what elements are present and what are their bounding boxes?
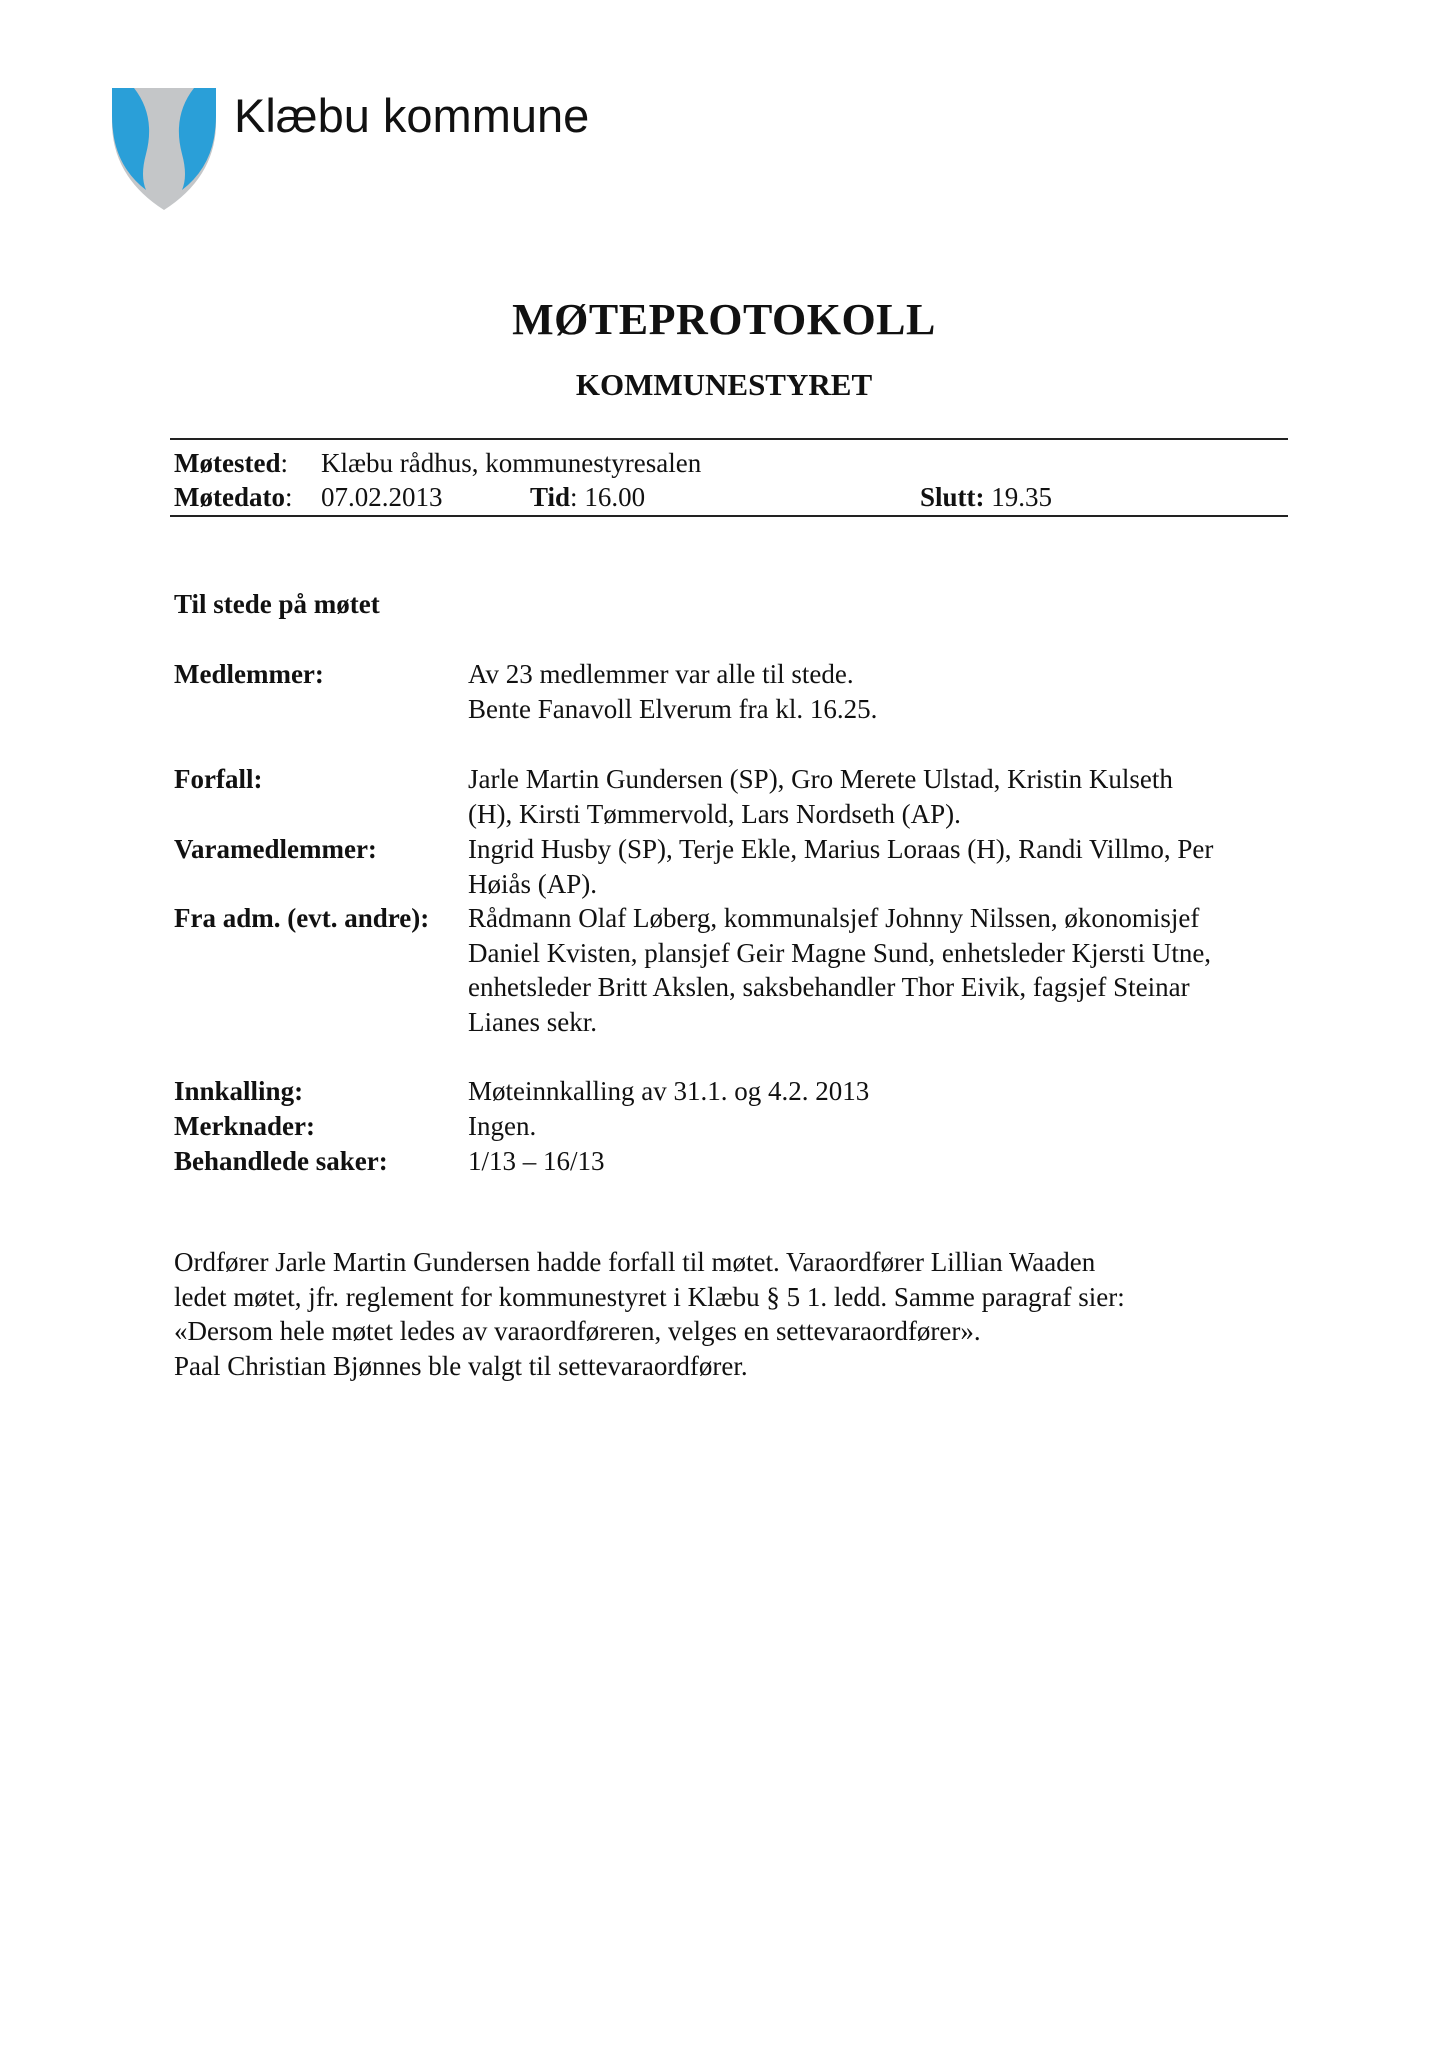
meeting-time-label: Tid — [530, 482, 571, 512]
meeting-place-label: Møtested — [174, 448, 281, 478]
substitutes-value — [468, 832, 1294, 901]
admin-label: Fra adm. (evt. andre): — [174, 903, 430, 933]
substitutes-line: Høiås (AP). — [468, 868, 597, 899]
cases-value: 1/13 – 16/13 — [468, 1146, 605, 1176]
summons-label: Innkalling: — [174, 1076, 304, 1106]
cases-label: Behandlede saker: — [174, 1146, 388, 1176]
substitutes-label: Varamedlemmer: — [174, 834, 377, 864]
attendance-heading: Til stede på møtet — [174, 589, 380, 619]
notes-line: «Dersom hele møtet ledes av varaordføreren, velges en settevaraordfører». — [174, 1316, 981, 1346]
members-line: Av 23 medlemmer var alle til stede. — [468, 659, 854, 689]
coat-of-arms-shield-icon — [110, 86, 218, 212]
document-title: MØTEPROTOKOLL — [512, 295, 936, 344]
meeting-place-value: Klæbu rådhus, kommunestyresalen — [321, 448, 702, 478]
notes-line: Paal Christian Bjønnes ble valgt til settevaraordfører. — [174, 1350, 748, 1381]
meeting-place-colon: : — [280, 448, 288, 478]
admin-value — [468, 901, 1294, 1039]
summons-value: Møteinnkalling av 31.1. og 4.2. 2013 — [468, 1076, 870, 1106]
absent-line: Jarle Martin Gundersen (SP), Gro Merete Ulstad, Kristin Kulseth — [468, 764, 1173, 794]
admin-line: enhetsleder Britt Akslen, saksbehandler Thor Eivik, fagsjef Steinar — [468, 972, 1190, 1002]
meeting-end-value: 19.35 — [991, 482, 1053, 512]
meeting-place-row — [174, 446, 288, 480]
admin-line: Daniel Kvisten, plansjef Geir Magne Sund, enhetsleder Kjersti Utne, — [468, 937, 1212, 968]
meeting-end-label: Slutt: — [920, 482, 985, 512]
notes-line: ledet møtet, jfr. reglement for kommunestyret i Klæbu § 5 1. ledd. Samme paragraf sier: — [174, 1281, 1125, 1312]
admin-line: Rådmann Olaf Løberg, kommunalsjef Johnny Nilssen, økonomisjef — [468, 903, 1200, 933]
remarks-label: Merknader: — [174, 1111, 315, 1141]
members-line: Bente Fanavoll Elverum fra kl. 16.25. — [468, 693, 878, 724]
top-divider — [170, 438, 1288, 440]
meeting-time-value: 16.00 — [584, 482, 646, 512]
meeting-end-row — [920, 480, 1052, 514]
meeting-date-value: 07.02.2013 — [321, 482, 443, 512]
notes-paragraph — [174, 1245, 1125, 1383]
organization-name: Klæbu kommune — [234, 89, 590, 142]
document-subtitle: KOMMUNESTYRET — [575, 367, 873, 402]
meeting-date-label: Møtedato — [174, 482, 285, 512]
meeting-date-colon: : — [284, 482, 293, 512]
bottom-divider — [170, 515, 1288, 517]
admin-line: Lianes sekr. — [468, 1006, 597, 1037]
notes-line: Ordfører Jarle Martin Gundersen hadde forfall til møtet. Varaordfører Lillian Waaden — [174, 1247, 1096, 1277]
members-value — [468, 657, 1294, 726]
meeting-date-row — [174, 480, 292, 514]
meeting-time-colon: : — [570, 482, 585, 512]
absent-label: Forfall: — [174, 764, 263, 794]
members-label: Medlemmer: — [174, 659, 324, 689]
absent-line: (H), Kirsti Tømmervold, Lars Nordseth (AP). — [468, 798, 961, 829]
remarks-value: Ingen. — [468, 1111, 537, 1141]
meeting-time-row — [530, 480, 645, 514]
substitutes-line: Ingrid Husby (SP), Terje Ekle, Marius Loraas (H), Randi Villmo, Per — [468, 834, 1214, 864]
absent-value — [468, 762, 1294, 831]
